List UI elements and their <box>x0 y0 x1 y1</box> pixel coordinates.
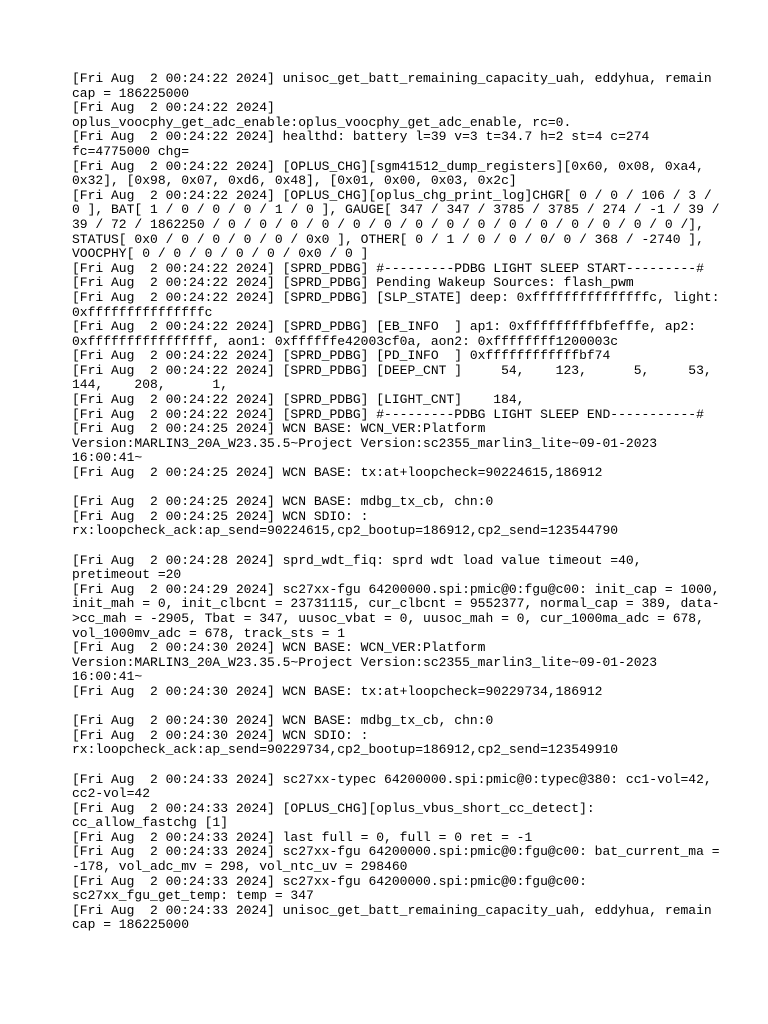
log-line: [Fri Aug 2 00:24:33 2024] unisoc_get_batt_remaining_capacity_uah, eddyhua, remain <box>72 902 712 918</box>
log-line: cap = 186225000 <box>72 85 190 101</box>
log-line: 0 ], BAT[ 1 / 0 / 0 / 0 / 1 / 0 ], GAUGE[ 347 / 347 / 3785 / 3785 / 274 / -1 / 39 / <box>72 202 720 218</box>
log-line: [Fri Aug 2 00:24:22 2024] [SPRD_PDBG] Pending Wakeup Sources: flash_pwm <box>72 275 634 291</box>
log-line: rx:loopcheck_ack:ap_send=90229734,cp2_bootup=186912,cp2_send=123549910 <box>72 742 619 758</box>
log-line: [Fri Aug 2 00:24:22 2024] [SPRD_PDBG] [PD_INFO ] 0xffffffffffffbf74 <box>72 348 611 364</box>
log-line: [Fri Aug 2 00:24:33 2024] last full = 0, full = 0 ret = -1 <box>72 829 533 845</box>
log-line: [Fri Aug 2 00:24:25 2024] WCN BASE: tx:at+loopcheck=90224615,186912 <box>72 465 603 481</box>
log-line: [Fri Aug 2 00:24:22 2024] unisoc_get_batt_remaining_capacity_uah, eddyhua, remain <box>72 71 712 86</box>
log-line: 0xfffffffffffffffc <box>72 304 213 320</box>
log-line: pretimeout =20 <box>72 567 182 583</box>
log-line: [Fri Aug 2 00:24:33 2024] sc27xx-typec 64200000.spi:pmic@0:typec@380: cc1-vol=42, <box>72 771 712 787</box>
log-line: [Fri Aug 2 00:24:22 2024] healthd: battery l=39 v=3 t=34.7 h=2 st=4 c=274 <box>72 129 650 145</box>
log-line: [Fri Aug 2 00:24:33 2024] sc27xx-fgu 64200000.spi:pmic@0:fgu@c00: bat_current_ma = <box>72 844 720 860</box>
log-line: 16:00:41~ <box>72 669 143 685</box>
log-line: cap = 186225000 <box>72 917 190 933</box>
log-line: cc2-vol=42 <box>72 786 151 802</box>
log-line: init_mah = 0, init_clbcnt = 23731115, cur_clbcnt = 9552377, normal_cap = 389, data- <box>72 596 720 612</box>
log-line: 39 / 72 / 1862250 / 0 / 0 / 0 / 0 / 0 / 0 / 0 / 0 / 0 / 0 / 0 / 0 / 0 / 0 / 0 /], <box>72 216 704 232</box>
log-line <box>72 758 712 773</box>
log-line: [Fri Aug 2 00:24:22 2024] [SPRD_PDBG] [EB_INFO ] ap1: 0xfffffffffbfefffe, ap2: <box>72 319 697 335</box>
log-line: [Fri Aug 2 00:24:22 2024] [SPRD_PDBG] [LIGHT_CNT] 184, <box>72 392 525 408</box>
log-line: [Fri Aug 2 00:24:25 2024] WCN BASE: mdbg_tx_cb, chn:0 <box>72 494 494 510</box>
log-line: [Fri Aug 2 00:24:22 2024] <box>72 100 275 116</box>
log-line: [Fri Aug 2 00:24:22 2024] [SPRD_PDBG] #---------PDBG LIGHT SLEEP START---------# <box>72 260 704 276</box>
log-line: [Fri Aug 2 00:24:30 2024] WCN SDIO: : <box>72 727 369 743</box>
log-line: [Fri Aug 2 00:24:33 2024] [OPLUS_CHG][oplus_vbus_short_cc_detect]: <box>72 800 595 816</box>
log-line: [Fri Aug 2 00:24:30 2024] WCN BASE: WCN_VER:Platform <box>72 640 486 656</box>
log-line: [Fri Aug 2 00:24:33 2024] sc27xx-fgu 64200000.spi:pmic@0:fgu@c00: <box>72 873 587 889</box>
log-line: 0xffffffffffffffff, aon1: 0xffffffe42003cf0a, aon2: 0xffffffff1200003c <box>72 333 619 349</box>
log-line: 0x32], [0x98, 0x07, 0xd6, 0x48], [0x01, 0x00, 0x03, 0x2c] <box>72 173 517 189</box>
log-line: Version:MARLIN3_20A_W23.35.5~Project Version:sc2355_marlin3_lite~09-01-2023 <box>72 654 658 670</box>
log-line <box>72 539 712 554</box>
log-line <box>72 481 712 496</box>
log-line: oplus_voocphy_get_adc_enable:oplus_voocphy_get_adc_enable, rc=0. <box>72 114 572 130</box>
log-line: VOOCPHY[ 0 / 0 / 0 / 0 / 0 / 0x0 / 0 ] <box>72 246 369 262</box>
log-line: [Fri Aug 2 00:24:25 2024] WCN BASE: WCN_VER:Platform <box>72 421 486 437</box>
log-line: [Fri Aug 2 00:24:22 2024] [SPRD_PDBG] [SLP_STATE] deep: 0xfffffffffffffffc, light: <box>72 289 720 305</box>
log-line: STATUS[ 0x0 / 0 / 0 / 0 / 0 / 0x0 ], OTHER[ 0 / 1 / 0 / 0 / 0/ 0 / 368 / -2740 ], <box>72 231 704 247</box>
log-line: sc27xx_fgu_get_temp: temp = 347 <box>72 888 314 904</box>
log-line <box>72 700 712 715</box>
log-line: [Fri Aug 2 00:24:30 2024] WCN BASE: tx:at+loopcheck=90229734,186912 <box>72 683 603 699</box>
log-line: Version:MARLIN3_20A_W23.35.5~Project Version:sc2355_marlin3_lite~09-01-2023 <box>72 435 658 451</box>
log-text-block <box>72 71 720 933</box>
log-line: vol_1000mv_adc = 678, track_sts = 1 <box>72 625 346 641</box>
log-line: rx:loopcheck_ack:ap_send=90224615,cp2_bootup=186912,cp2_send=123544790 <box>72 523 619 539</box>
log-line: fc=4775000 chg= <box>72 143 190 159</box>
log-line: >cc_mah = -2905, Tbat = 347, uusoc_vbat = 0, uusoc_mah = 0, cur_1000ma_adc = 678, <box>72 610 704 626</box>
log-line: 16:00:41~ <box>72 450 143 466</box>
log-line: [Fri Aug 2 00:24:22 2024] [SPRD_PDBG] #---------PDBG LIGHT SLEEP END-----------# <box>72 406 704 422</box>
log-line: [Fri Aug 2 00:24:29 2024] sc27xx-fgu 64200000.spi:pmic@0:fgu@c00: init_cap = 1000, <box>72 581 720 597</box>
log-line: [Fri Aug 2 00:24:22 2024] [SPRD_PDBG] [DEEP_CNT ] 54, 123, 5, 53, <box>72 362 712 378</box>
log-line: [Fri Aug 2 00:24:28 2024] sprd_wdt_fiq: sprd wdt load value timeout =40, <box>72 552 642 568</box>
log-line: [Fri Aug 2 00:24:22 2024] [OPLUS_CHG][oplus_chg_print_log]CHGR[ 0 / 0 / 106 / 3 / <box>72 187 712 203</box>
log-line: [Fri Aug 2 00:24:30 2024] WCN BASE: mdbg_tx_cb, chn:0 <box>72 713 494 729</box>
log-line: [Fri Aug 2 00:24:22 2024] [OPLUS_CHG][sgm41512_dump_registers][0x60, 0x08, 0xa4, <box>72 158 704 174</box>
log-line: -178, vol_adc_mv = 298, vol_ntc_uv = 298460 <box>72 859 408 875</box>
log-line: [Fri Aug 2 00:24:25 2024] WCN SDIO: : <box>72 508 369 524</box>
log-line: 144, 208, 1, <box>72 377 229 393</box>
log-line: cc_allow_fastchg [1] <box>72 815 229 831</box>
